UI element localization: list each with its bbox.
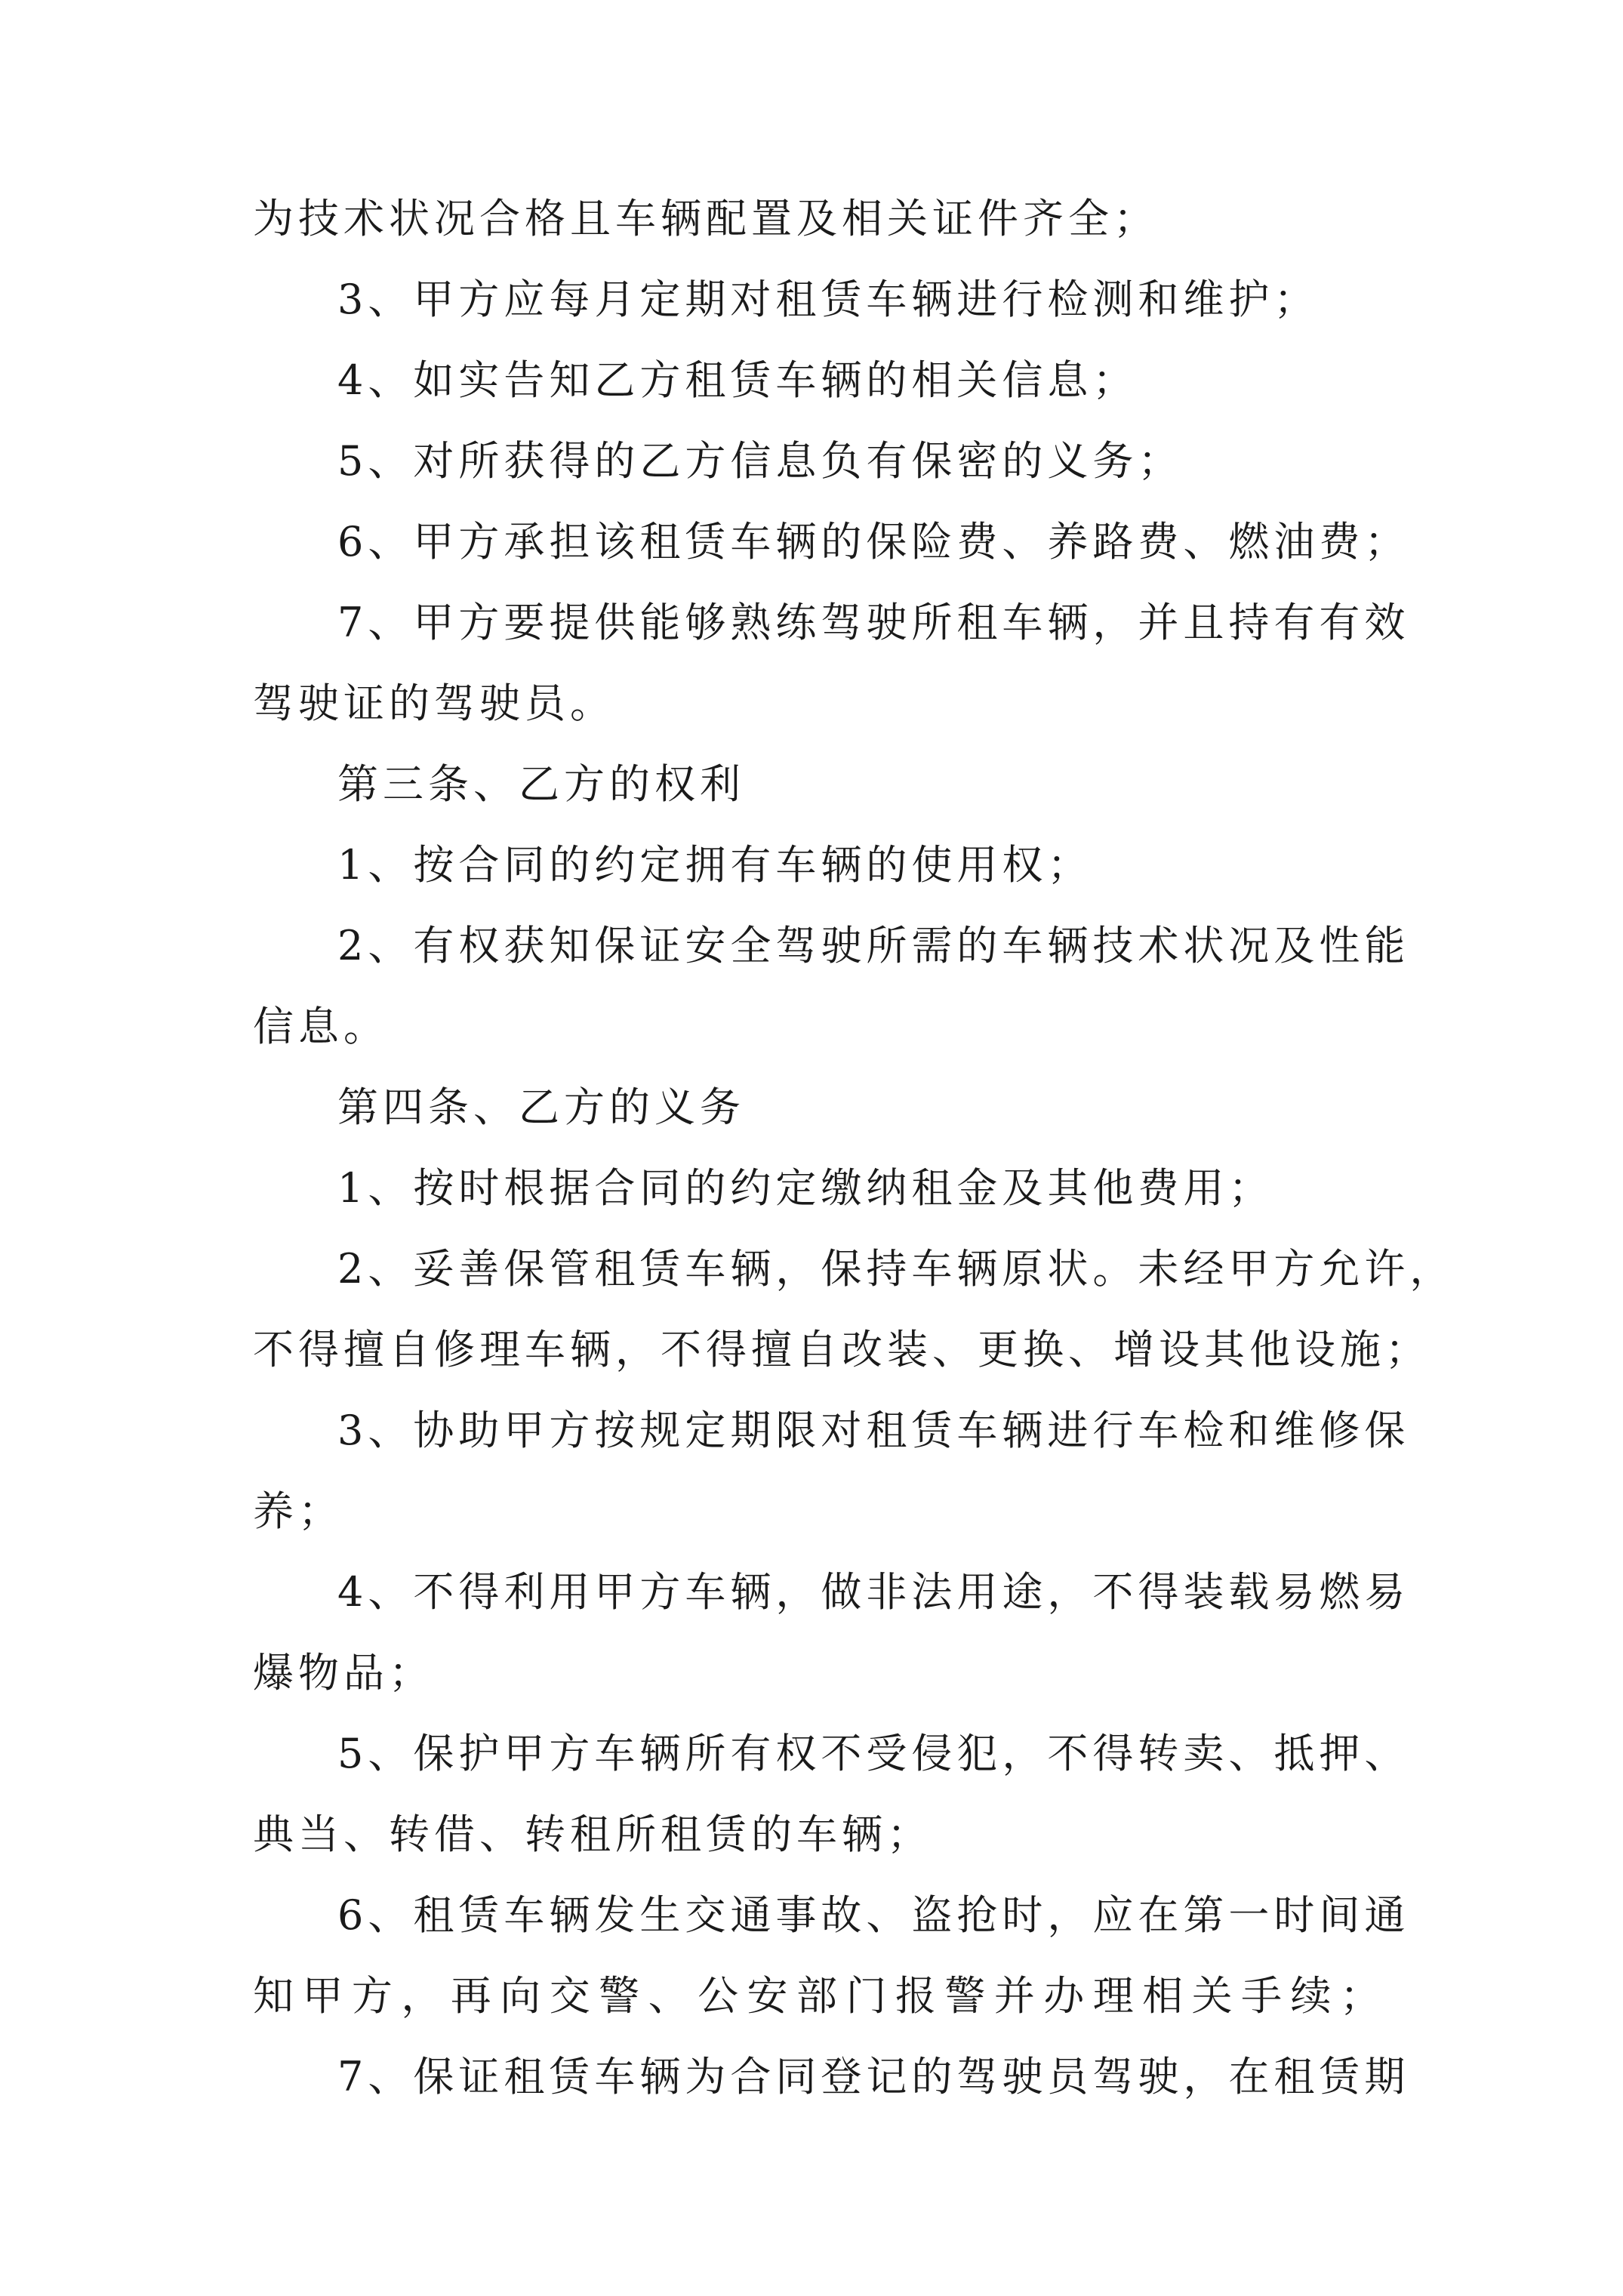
text-line: 5、保护甲方车辆所有权不受侵犯，不得转卖、抵押、 [337,1730,1410,1777]
text-line: 5、对所获得的乙方信息负有保密的义务； [337,437,1184,485]
text-line: 7、甲方要提供能够熟练驾驶所租车辆，并且持有有效 [337,599,1410,646]
text-line: 不得擅自修理车辆，不得擅自改装、更换、增设其他设施； [253,1326,1431,1373]
section-heading: 第四条、乙方的义务 [337,1083,745,1131]
text-line: 信息。 [253,1003,389,1050]
text-line: 3、协助甲方按规定期限对租赁车辆进行车检和维修保 [337,1407,1410,1454]
section-heading: 第三条、乙方的权利 [337,760,745,808]
text-line: 6、甲方承担该租赁车辆的保险费、养路费、燃油费； [337,518,1410,566]
text-line: 6、租赁车辆发生交通事故、盗抢时，应在第一时间通 [337,1891,1410,1939]
text-line: 4、不得利用甲方车辆，做非法用途，不得装载易燃易 [337,1568,1410,1616]
text-line: 1、按合同的约定拥有车辆的使用权； [337,841,1093,889]
text-line: 典当、转借、转租所租赁的车辆； [253,1811,932,1858]
text-line: 3、甲方应每月定期对租赁车辆进行检测和维护； [337,276,1320,323]
document-page [253,178,1455,2117]
text-line: 驾驶证的驾驶员。 [253,680,615,727]
text-line: 爆物品； [253,1649,434,1697]
text-line: 2、妥善保管租赁车辆，保持车辆原状。未经甲方允许， [337,1245,1455,1293]
text-line: 知甲方，再向交警、公安部门报警并办理相关手续； [253,1972,1385,2020]
text-line: 1、按时根据合同的约定缴纳租金及其他费用； [337,1164,1274,1212]
text-line: 养； [253,1487,343,1535]
text-line: 7、保证租赁车辆为合同登记的驾驶员驾驶，在租赁期 [337,2053,1410,2100]
text-line: 4、如实告知乙方租赁车辆的相关信息； [337,356,1138,404]
text-line: 2、有权获知保证安全驾驶所需的车辆技术状况及性能 [337,922,1410,969]
text-line: 为技术状况合格且车辆配置及相关证件齐全； [253,195,1159,242]
